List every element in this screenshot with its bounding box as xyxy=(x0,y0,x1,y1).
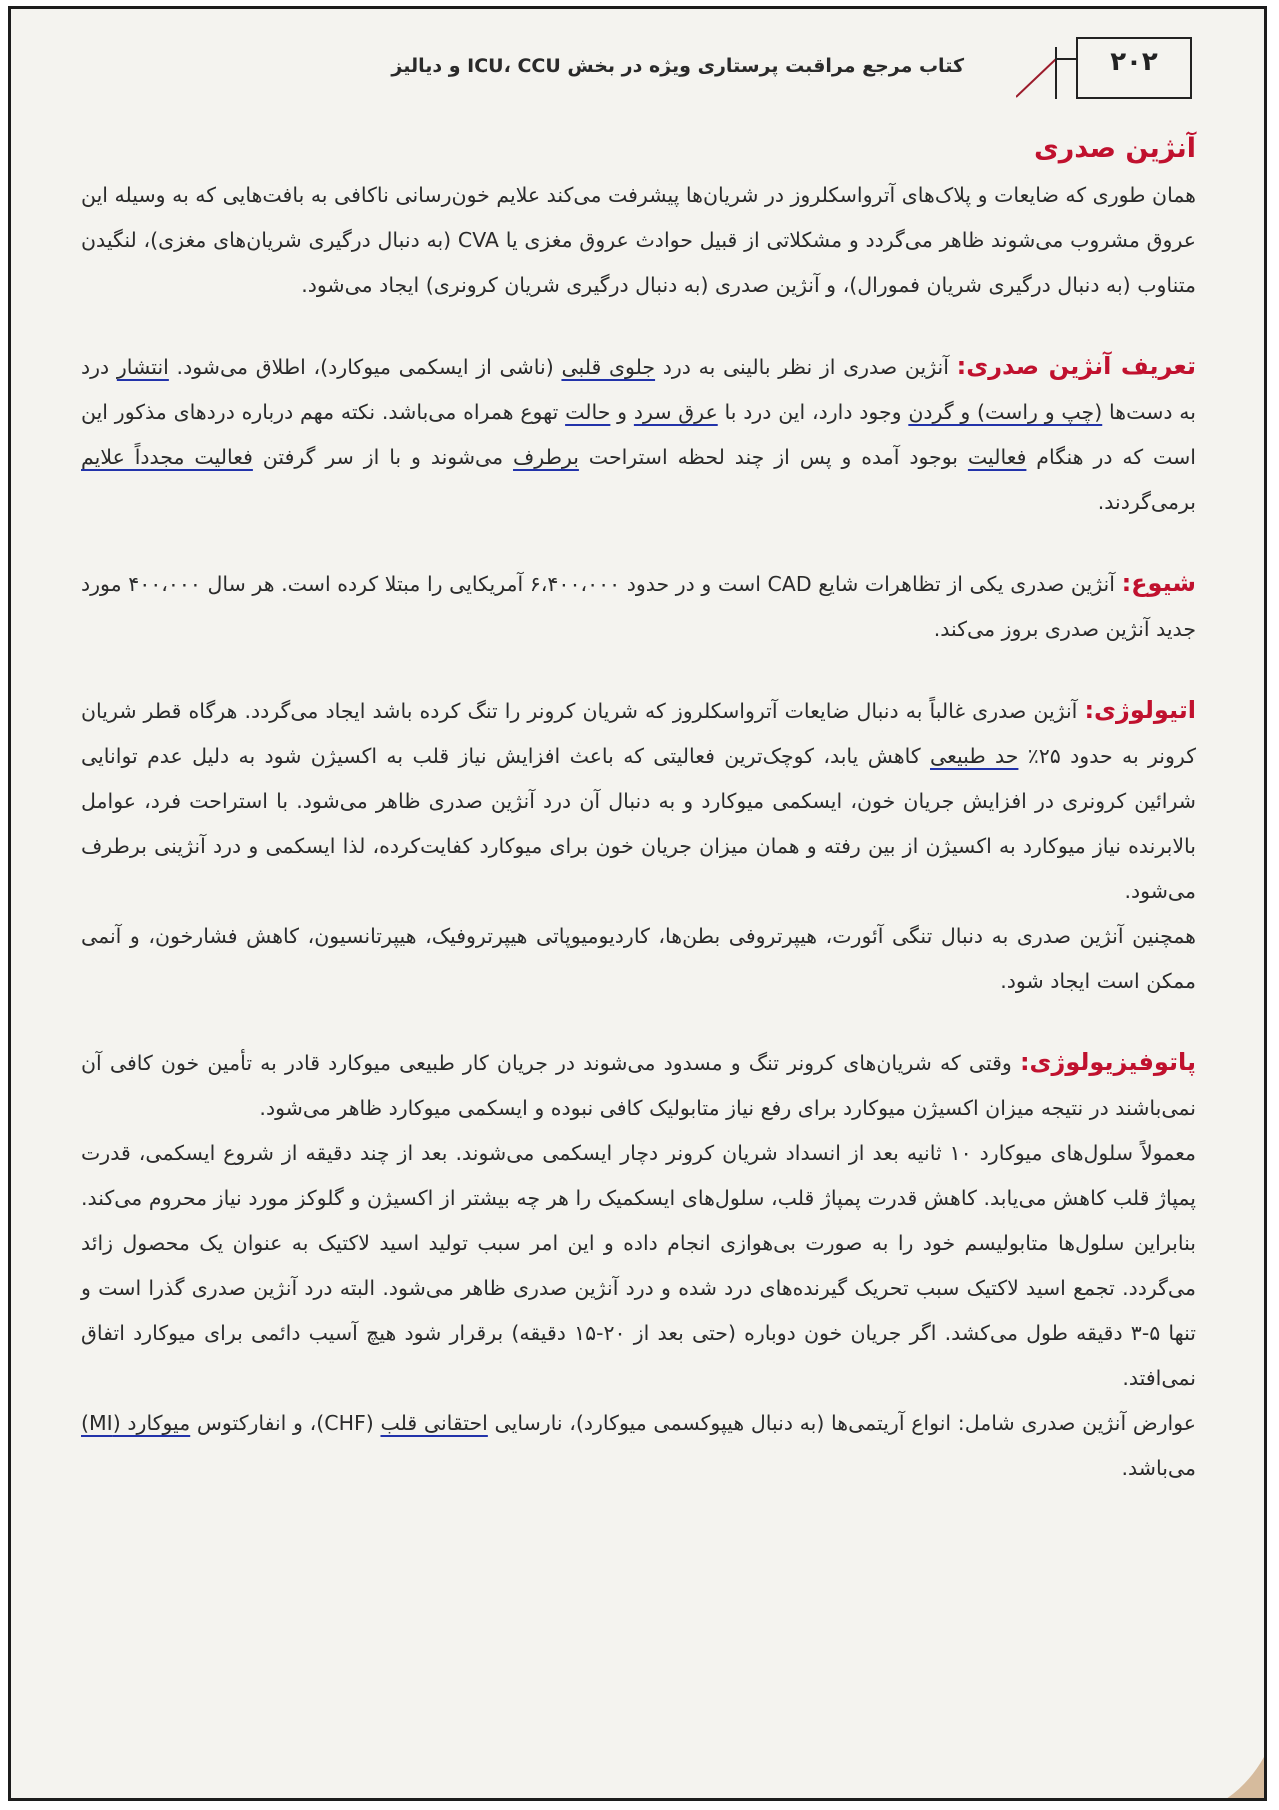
pathophysiology-label: پاتوفیزیولوژی: xyxy=(1019,1048,1196,1076)
complications-text: عوارض آنژین صدری شامل: انواع آریتمی‌ها (به دنبال هیپوکسمی میوکارد)، نارسایی xyxy=(487,1411,1197,1435)
page-header xyxy=(11,9,1264,104)
definition-text: وجود دارد، این درد با xyxy=(717,400,909,424)
complications-text: (CHF)، و انفارکتوس xyxy=(190,1411,381,1435)
underlined-text: برطرف xyxy=(513,445,579,469)
definition-text: برمی‌گردند. xyxy=(1097,490,1196,514)
underlined-text: (چپ و راست) و گردن xyxy=(908,400,1103,424)
definition-label: تعریف آنژین صدری: xyxy=(956,352,1196,380)
underlined-text: حالت xyxy=(565,400,611,424)
underlined-text: میوکارد (MI) xyxy=(81,1411,191,1435)
definition-paragraph xyxy=(81,344,1196,525)
intro-paragraph: همان طوری که ضایعات و پلاک‌های آترواسکلروز در شریان‌ها پیشرفت می‌کند علایم خون‌رسانی ناکافی به بافت‌هایی که به وسیله این عروق مشروب می‌شوند ظاهر می‌گردد و مشکلاتی از قبیل حوادث عروق مغزی یا CVA (به دنبال درگیری شریان‌های مغزی)، لنگیدن متناوب (به دنبال درگیری شریان فمورال)، و آنژین صدری (به دنبال درگیری شریان کرونری) ایجاد می‌شود. xyxy=(81,183,1196,297)
underlined-text: فعالیت xyxy=(967,445,1027,469)
pathophysiology-paragraph xyxy=(81,1040,1196,1131)
prevalence-paragraph xyxy=(81,561,1196,652)
page-curl-shadow xyxy=(1214,1736,1267,1801)
underlined-text: عرق سرد xyxy=(633,400,718,424)
definition-text: تهوع همراه می‌باشد. نکته مهم درباره دردهای مذکور این است که در هنگام xyxy=(81,400,1196,469)
etiology-label: اتیولوژی: xyxy=(1084,696,1196,724)
book-page xyxy=(8,6,1267,1801)
underlined-text: فعالیت مجدداً علایم xyxy=(81,445,253,469)
etiology-text: آنژین صدری غالباً به دنبال ضایعات آترواسکلروز که شریان کرونر را تنگ کرده باشد ایجاد می‌گردد. هرگاه قطر شریان کرونر به حدود ۲۵٪ xyxy=(81,699,1196,768)
prevalence-label: شیوع: xyxy=(1121,569,1196,597)
etiology-text: کاهش یابد، کوچک‌ترین فعالیتی که باعث افزایش نیاز قلب به اکسیژن شود به دلیل عدم توانایی شرائین کرونری در افزایش جریان خون، ایسکمی میوکارد و به دنبال آن درد آنژین صدری ظاهر می‌شود. با استراحت فرد، عوامل بالابرنده نیاز میوکارد به اکسیژن از بین رفته و همان میزان جریان خون برای میوکارد کفایت‌کرده، لذا ایسکمی و درد آنژینی برطرف می‌شود. xyxy=(81,744,1196,903)
section-title: آنژین صدری xyxy=(1034,133,1196,164)
complications-paragraph xyxy=(81,1401,1196,1491)
underlined-text: احتقانی قلب xyxy=(380,1411,488,1435)
page-number: ۲۰۲ xyxy=(1110,47,1158,77)
etiology-paragraph-2: همچنین آنژین صدری به دنبال تنگی آئورت، هیپرتروفی بطن‌ها، کاردیومیوپاتی هیپرتروفیک، هیپرتانسیون، کاهش فشارخون، و آنمی ممکن است ایجاد شود. xyxy=(81,924,1196,993)
page-content xyxy=(81,129,1196,1491)
pathophysiology-text: وقتی که شریان‌های کرونر تنگ و مسدود می‌شوند در جریان کار طبیعی میوکارد قادر به تأمین خون کافی آن نمی‌باشند در نتیجه میزان اکسیژن میوکارد برای رفع نیاز متابولیک کافی نبوده و ایسکمی میوکارد ظاهر می‌شود. xyxy=(81,1051,1196,1120)
definition-text: درد به دست‌ها xyxy=(81,355,1196,424)
book-title: کتاب مرجع مراقبت پرستاری ویژه در بخش ICU، CCU و دیالیز xyxy=(391,55,964,77)
header-corner-decoration xyxy=(1016,47,1076,99)
definition-text: (ناشی از ایسکمی میوکارد)، اطلاق می‌شود. xyxy=(168,355,562,379)
pathophysiology-paragraph-2: معمولاً سلول‌های میوکارد ۱۰ ثانیه بعد از انسداد شریان کرونر دچار ایسکمی می‌شوند. بعد از چند دقیقه از شروع ایسکمی، قدرت پمپاژ قلب کاهش می‌یابد. کاهش قدرت پمپاژ قلب، سلول‌های ایسکمیک را هر چه بیشتر از اکسیژن و گلوکز مورد نیاز محروم می‌کند. بنابراین سلول‌ها متابولیسم خود را به صورت بی‌هوازی انجام داده و این امر سبب تولید اسید لاکتیک به عنوان یک محصول زائد می‌گردد. تجمع اسید لاکتیک سبب تحریک گیرنده‌های درد شده و درد آنژین صدری ظاهر می‌شود. البته درد آنژین صدری گذرا است و تنها ۵-۳ دقیقه طول می‌کشد. اگر جریان خون دوباره (حتی بعد از ۲۰-۱۵ دقیقه) برقرار شود هیچ آسیب دائمی برای میوکارد اتفاق نمی‌افتد. xyxy=(81,1141,1197,1390)
definition-text: آنژین صدری از نظر بالینی به درد xyxy=(655,355,957,379)
complications-text: می‌باشد. xyxy=(1121,1456,1196,1480)
definition-text: بوجود آمده و پس از چند لحظه استراحت xyxy=(578,445,968,469)
underlined-text: انتشار xyxy=(116,355,169,379)
underlined-text: حد طبیعی xyxy=(930,744,1019,768)
prevalence-text: آنژین صدری یکی از تظاهرات شایع CAD است و در حدود ۶،۴۰۰،۰۰۰ آمریکایی را مبتلا کرده است. هر سال ۴۰۰،۰۰۰ مورد جدید آنژین صدری بروز می‌کند. xyxy=(81,572,1196,641)
underlined-text: جلوی قلبی xyxy=(561,355,656,379)
etiology-paragraph xyxy=(81,688,1196,914)
definition-text: و xyxy=(610,400,634,424)
definition-text: می‌شوند و با از سر گرفتن xyxy=(252,445,514,469)
